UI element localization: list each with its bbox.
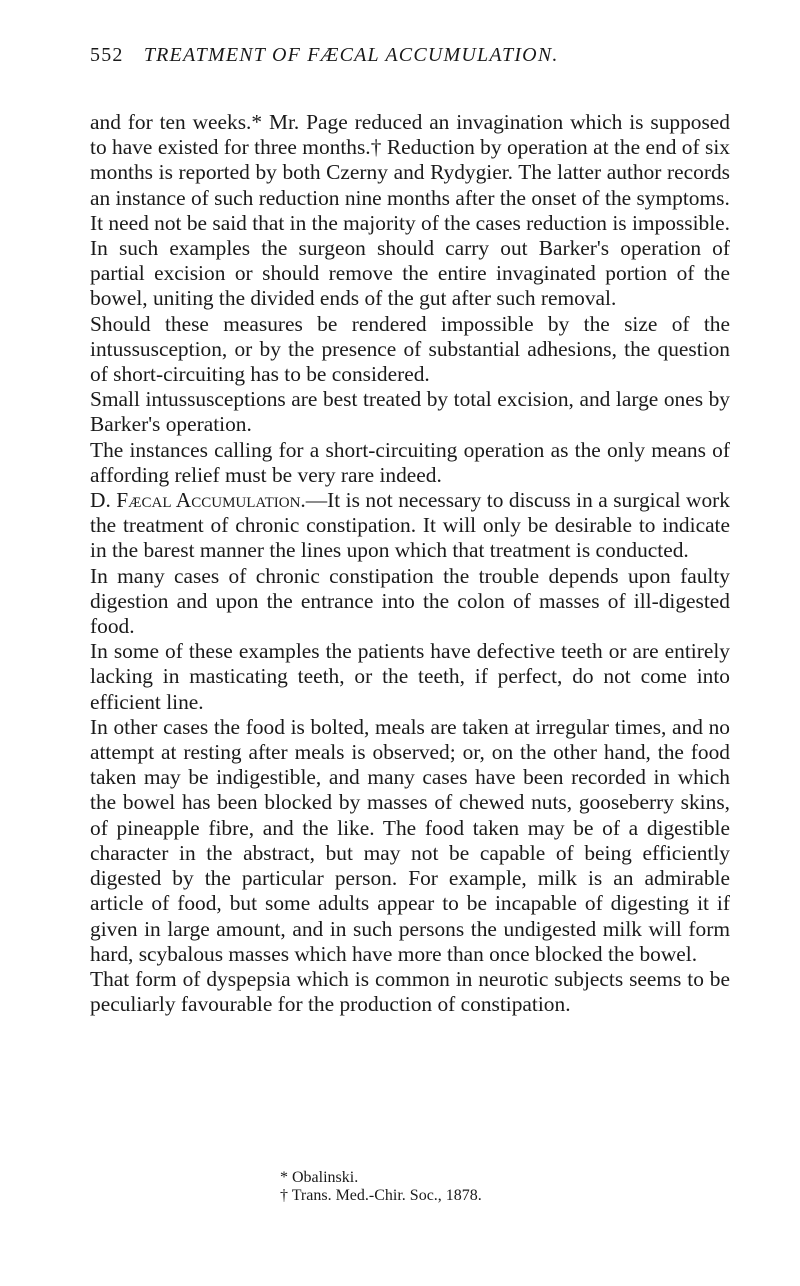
- section-paragraph: [90, 488, 730, 564]
- footnotes: [280, 1169, 482, 1205]
- body-text: [90, 110, 730, 1017]
- footnote: † Trans. Med.-Chir. Soc., 1878.: [280, 1187, 482, 1204]
- paragraph: and for ten weeks.* Mr. Page reduced an invagination which is supposed to have existed for three months.† Reduction by operation at the end of six months is reported by both Czerny and Rydygier. The latter author records an instance of such reduction nine months after the onset of the symptoms.: [90, 110, 730, 210]
- section-label: D.: [90, 488, 111, 513]
- paragraph: It need not be said that in the majority of the cases reduction is impossible. In such examples the surgeon should carry out Barker's operation of partial excision or should remove the entire invaginated portion of the bowel, uniting the divided ends of the gut after such removal.: [90, 210, 730, 311]
- paragraph: Should these measures be rendered impossible by the size of the intussusception, or by the presence of substantial adhesions, the question of short-circuiting has to be considered.: [90, 311, 730, 387]
- paragraph: The instances calling for a short-circuiting operation as the only means of affording relief must be very rare indeed.: [90, 437, 730, 487]
- paragraph: In some of these examples the patients have defective teeth or are entirely lacking in masticating teeth, or the teeth, if perfect, do not come into efficient line.: [90, 639, 730, 714]
- section-heading: Fæcal Accumulation.: [116, 488, 306, 513]
- paragraph: Small intussusceptions are best treated by total excision, and large ones by Barker's operation.: [90, 387, 730, 437]
- paragraph: In many cases of chronic constipation the trouble depends upon faulty digestion and upon the entrance into the colon of masses of ill-digested food.: [90, 563, 730, 639]
- running-header: [90, 44, 730, 67]
- paragraph: That form of dyspepsia which is common in neurotic subjects seems to be peculiarly favourable for the production of constipation.: [90, 966, 730, 1017]
- section-text: —It is not necessary to discuss in a surgical work the treatment of chronic constipation. It will only be desirable to indicate in the barest manner the lines upon which that treatment is conducted.: [90, 488, 730, 563]
- running-title: TREATMENT OF FÆCAL ACCUMULATION.: [143, 44, 559, 66]
- paragraph: In other cases the food is bolted, meals are taken at irregular times, and no attempt at resting after meals is observed; or, on the other hand, the food taken may be indigestible, and many cases have been recorded in which the bowel has been blocked by masses of chewed nuts, gooseberry skins, of pineapple fibre, and the like. The food taken may be of a digestible character in the abstract, but may not be capable of being efficiently digested by the particular person. For example, milk is an admirable article of food, but some adults appear to be incapable of digesting it if given in large amount, and in such persons the undigested milk will form hard, scybalous masses which have more than once blocked the bowel.: [90, 714, 730, 966]
- page-number: 552: [90, 44, 124, 66]
- footnote: * Obalinski.: [280, 1169, 359, 1186]
